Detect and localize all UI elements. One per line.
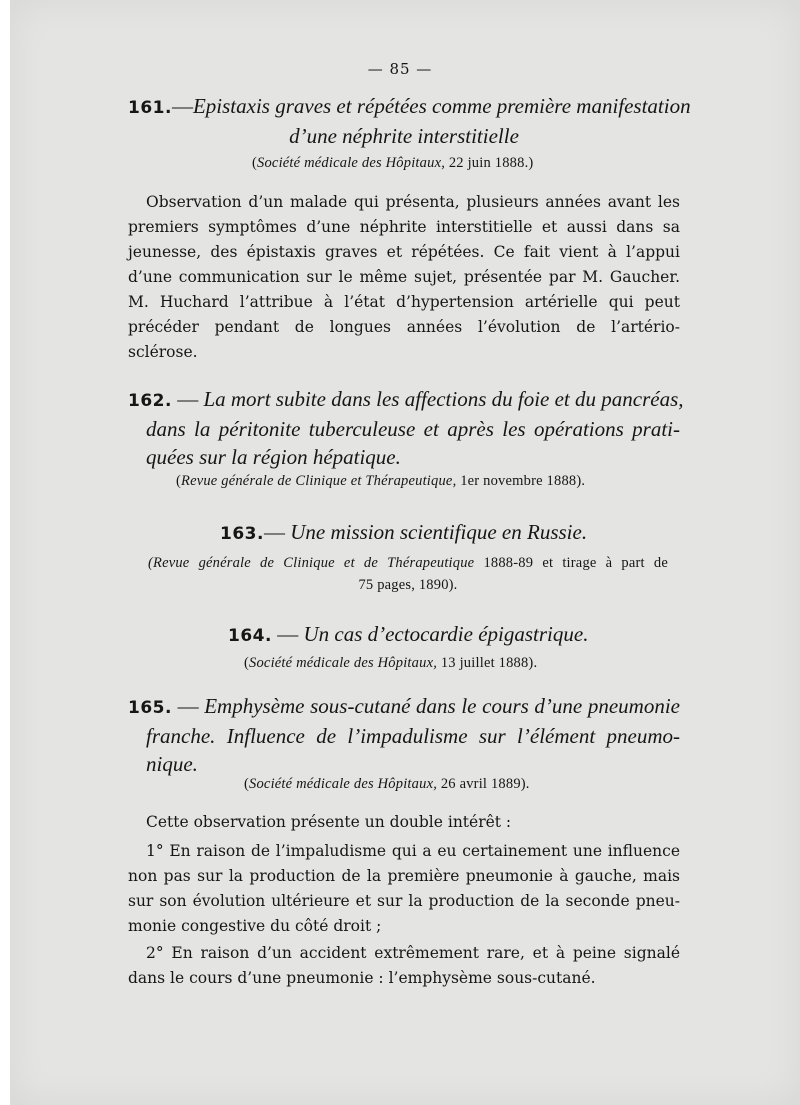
- entry-164-title: [228, 620, 588, 650]
- entry-165-point-1-line: 1° En raison de l’impaludisme qui a eu certainement une influence: [146, 842, 680, 860]
- entry-161-body-line: jeunesse, des épistaxis graves et répétées. Ce fait vient à l’appui: [128, 243, 680, 261]
- entry-162-title-line-1: 162. — La mort subite dans les affections du foie et du pancréas,: [128, 387, 684, 411]
- entry-165-number: 165.: [128, 698, 172, 718]
- entry-163-title: [220, 518, 587, 548]
- entry-162-title-line-3: quées sur la région hépatique.: [146, 445, 401, 469]
- entry-165-title-line-3: nique.: [146, 752, 198, 776]
- entry-165-source: (Société médicale des Hôpitaux, 26 avril 1889).: [244, 776, 530, 792]
- entry-162-title-line-2: dans la péritonite tuberculeuse et après les opérations prati-: [146, 417, 680, 441]
- entry-161-body: [128, 190, 680, 365]
- entry-161-source: (Société médicale des Hôpitaux, 22 juin 1888.): [252, 155, 534, 171]
- entry-165-body: [128, 810, 680, 991]
- page-number: — 85 —: [367, 60, 433, 78]
- entry-161-body-line: d’une communication sur le même sujet, présentée par M. Gaucher.: [128, 268, 680, 286]
- entry-165-point-2-line: 2° En raison d’un accident extrêmement rare, et à peine signalé: [146, 944, 680, 962]
- entry-165-point-1-line: non pas sur la production de la première pneumonie à gauche, mais: [128, 867, 680, 885]
- entry-163-title-line-1: 163.— Une mission scientifique en Russie.: [220, 520, 588, 544]
- entry-165-point-1-line: sur son évolution ultérieure et sur la production de la seconde pneu-: [128, 892, 680, 910]
- entry-165-title: [128, 692, 680, 778]
- entry-164-title-line-1: 164. — Un cas d’ectocardie épigastrique.: [228, 622, 589, 646]
- entry-165-point-1-line: monie congestive du côté droit ;: [128, 917, 382, 935]
- entry-161-title-line-1: 161.—Epistaxis graves et répétées comme première manifestation: [128, 94, 691, 118]
- entry-161-body-line: M. Huchard l’attribue à l’état d’hypertension artérielle qui peut: [128, 293, 680, 311]
- entry-165-point-2-line: dans le cours d’une pneumonie : l’emphysème sous-cutané.: [128, 969, 596, 987]
- entry-164-number: 164.: [228, 626, 272, 646]
- entry-165-title-line-2: franche. Influence de l’impadulisme sur l’élément pneumo-: [146, 724, 680, 748]
- entry-161-body-line: précéder pendant de longues années l’évolution de l’artério-: [128, 318, 680, 336]
- entry-165-title-line-1: 165. — Emphysème sous-cutané dans le cours d’une pneumonie: [128, 694, 680, 718]
- entry-163-source: (Revue générale de Clinique et de Thérapeutique 1888-89 et tirage à part de 75 pages, 1890).: [148, 555, 668, 593]
- entry-161-body-line: Observation d’un malade qui présenta, plusieurs années avant les: [146, 193, 680, 211]
- entry-161-body-line: sclérose.: [128, 343, 198, 361]
- entry-162-source: (Revue générale de Clinique et Thérapeutique, 1er novembre 1888).: [176, 473, 586, 489]
- entry-161-number: 161.: [128, 98, 172, 118]
- entry-161-body-line: premiers symptômes d’une néphrite interstitielle et aussi dans sa: [128, 218, 680, 236]
- entry-161-title-line-2: d’une néphrite interstitielle: [289, 124, 519, 148]
- entry-163-number: 163.: [220, 524, 264, 544]
- entry-165-intro: Cette observation présente un double intérêt :: [146, 813, 512, 831]
- entry-164-source: (Société médicale des Hôpitaux, 13 juillet 1888).: [244, 655, 538, 671]
- entry-162-number: 162.: [128, 391, 172, 411]
- entry-162-title: [128, 385, 684, 471]
- entry-161-title: [128, 92, 691, 150]
